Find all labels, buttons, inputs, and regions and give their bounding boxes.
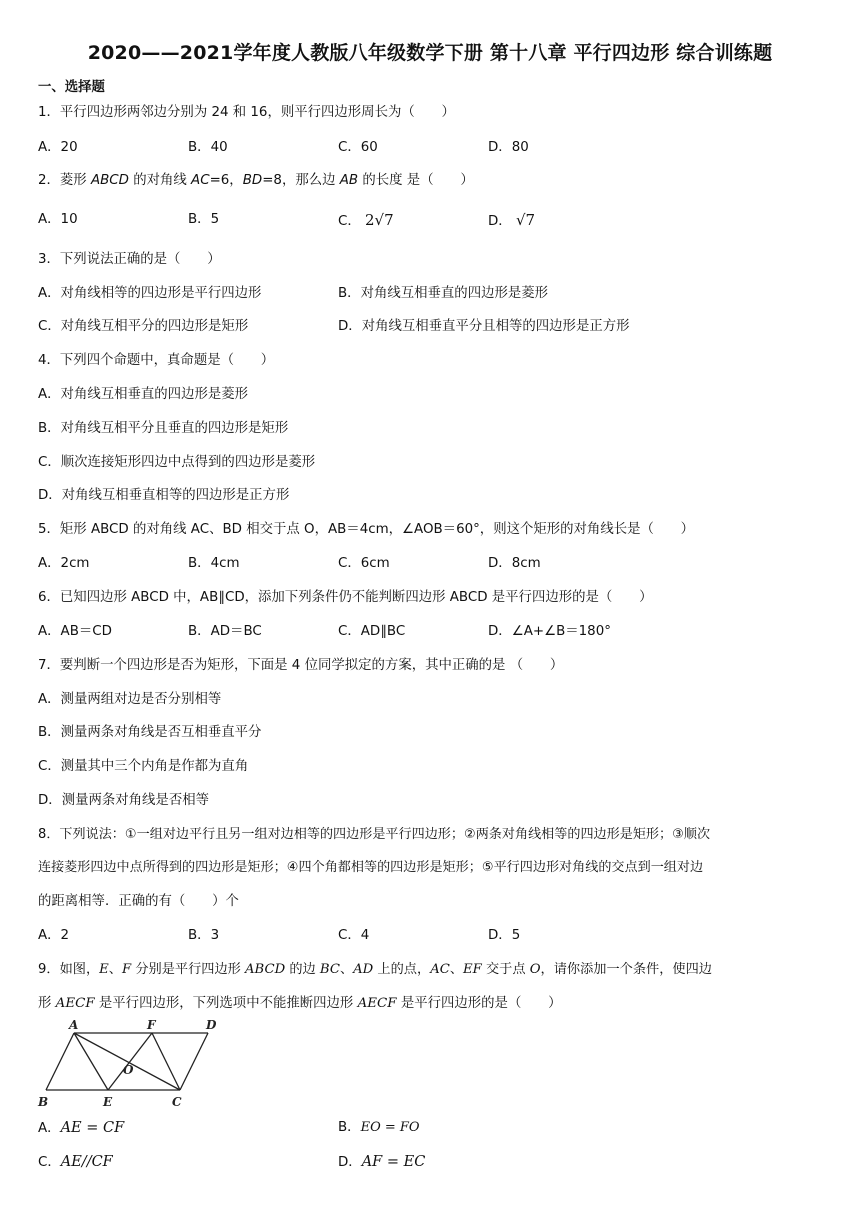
q8-option-b: B．3 xyxy=(188,928,220,943)
question-9-line-1 xyxy=(38,960,712,980)
q2-option-d-expr: √7 xyxy=(515,211,536,229)
question-5-stem: 5．矩形 ABCD 的对角线 AC、BD 相交于点 O，AB＝4cm，∠AOB＝60°，则这个矩形的对角线长是（ ） xyxy=(38,522,695,537)
page-title: 2020——2021学年度人教版八年级数学下册 第十八章 平行四边形 综合训练题 xyxy=(87,42,773,64)
q9-bc: BC xyxy=(319,962,340,977)
label-a: A xyxy=(69,1018,79,1032)
q9-e: E xyxy=(99,962,109,977)
q2-text: 的长度 是（ ） xyxy=(358,173,474,188)
question-2-stem xyxy=(38,171,474,191)
q9-ac: AC xyxy=(430,962,450,977)
q1-option-a: A．20 xyxy=(38,140,78,155)
q2-option-a: A．10 xyxy=(38,212,78,227)
q9-option-a-expr: AE = CF xyxy=(60,1120,125,1136)
label-f: F xyxy=(147,1018,156,1032)
q6-option-b: B．AD＝BC xyxy=(188,624,262,639)
q2-option-c-expr: 2√7 xyxy=(365,211,394,229)
q9-option-b-expr: EO = FO xyxy=(360,1120,420,1135)
q2-bd: BD xyxy=(242,173,263,188)
q3-option-b: B．对角线互相垂直的四边形是菱形 xyxy=(338,286,549,301)
q5-option-a: A．2cm xyxy=(38,556,90,571)
q9-text: 、 xyxy=(339,962,354,977)
q9-option-c-label: C． xyxy=(38,1155,61,1170)
q9-option-c xyxy=(38,1152,113,1173)
q9-text: 上的点， xyxy=(373,962,431,977)
label-o: O xyxy=(123,1063,134,1077)
segment-ac xyxy=(74,1033,180,1090)
q5-option-b: B．4cm xyxy=(188,556,240,571)
q9-option-a-label: A． xyxy=(38,1121,61,1136)
question-8-line-1: 8．下列说法：①一组对边平行且另一组对边相等的四边形是平行四边形；②两条对角线相等的四边形是矩形；③顺次 xyxy=(38,827,711,842)
q9-option-d-label: D． xyxy=(338,1155,362,1170)
q9-option-a xyxy=(38,1118,124,1139)
q9-text: 是平行四边形，下列选项中不能推断四边形 xyxy=(94,996,358,1011)
q1-option-c: C．60 xyxy=(338,140,378,155)
question-1-stem: 1．平行四边形两邻边分别为 24 和 16，则平行四边形周长为（ ） xyxy=(38,105,455,120)
q9-text: 9．如图， xyxy=(38,962,100,977)
label-c: C xyxy=(172,1095,182,1109)
q2-ab: AB xyxy=(339,173,359,188)
q9-f: F xyxy=(121,962,132,977)
q2-ac: AC xyxy=(191,173,210,188)
q9-aecf: AECF xyxy=(357,996,397,1011)
q9-text: 交于点 xyxy=(481,962,530,977)
q3-option-d: D．对角线互相垂直平分且相等的四边形是正方形 xyxy=(338,319,630,334)
segment-fe xyxy=(108,1033,152,1090)
q2-option-c xyxy=(338,210,394,232)
q1-option-d: D．80 xyxy=(488,140,529,155)
q9-abcd: ABCD xyxy=(245,962,286,977)
q4-option-b: B．对角线互相平分且垂直的四边形是矩形 xyxy=(38,421,289,436)
q6-option-d: D．∠A+∠B＝180° xyxy=(488,624,611,639)
q2-option-d xyxy=(488,210,535,232)
q9-option-c-expr: AE//CF xyxy=(60,1154,113,1170)
q9-aecf: AECF xyxy=(55,996,95,1011)
q9-o: O xyxy=(529,962,541,977)
q7-option-a: A．测量两组对边是否分别相等 xyxy=(38,692,222,707)
q9-text: 、 xyxy=(108,962,122,977)
question-3-stem: 3．下列说法正确的是（ ） xyxy=(38,252,221,267)
q9-text: 、 xyxy=(449,962,463,977)
segment-ab xyxy=(46,1033,74,1090)
q9-ef: EF xyxy=(463,962,482,977)
question-4-stem: 4．下列四个命题中，真命题是（ ） xyxy=(38,353,275,368)
q2-text: =6， xyxy=(209,173,243,188)
q9-option-d xyxy=(338,1152,425,1173)
q3-option-a: A．对角线相等的四边形是平行四边形 xyxy=(38,286,262,301)
q6-option-c: C．AD∥BC xyxy=(338,624,406,639)
q3-option-c: C．对角线互相平分的四边形是矩形 xyxy=(38,319,249,334)
question-8-line-3: 的距离相等．正确的有（ ）个 xyxy=(38,894,239,909)
section-heading: 一、选择题 xyxy=(38,80,105,95)
label-b: B xyxy=(38,1095,49,1109)
q9-option-b-label: B． xyxy=(338,1120,361,1135)
q8-option-d: D．5 xyxy=(488,928,521,943)
q4-option-c: C．顺次连接矩形四边中点得到的四边形是菱形 xyxy=(38,455,316,470)
q2-option-d-label: D． xyxy=(488,214,512,229)
parallelogram-figure xyxy=(36,1018,236,1114)
q9-option-d-expr: AF = EC xyxy=(361,1154,426,1170)
q2-text: =8，那么边 xyxy=(262,173,340,188)
question-6-stem: 6．已知四边形 ABCD 中，AB∥CD，添加下列条件仍不能判断四边形 ABCD 是平行四边形的是（ ） xyxy=(38,590,653,605)
q7-option-c: C．测量其中三个内角是作都为直角 xyxy=(38,759,249,774)
q9-text: 的边 xyxy=(285,962,320,977)
q4-option-d: D．对角线互相垂直相等的四边形是正方形 xyxy=(38,488,290,503)
q8-option-c: C．4 xyxy=(338,928,370,943)
q7-option-d: D．测量两条对角线是否相等 xyxy=(38,793,209,808)
q5-option-c: C．6cm xyxy=(338,556,390,571)
q2-option-c-label: C． xyxy=(338,214,361,229)
q4-option-a: A．对角线互相垂直的四边形是菱形 xyxy=(38,387,249,402)
q9-text: ，请你添加一个条件，使四边 xyxy=(540,962,712,977)
q1-option-b: B．40 xyxy=(188,140,228,155)
q9-option-b xyxy=(338,1118,420,1138)
segment-dc xyxy=(180,1033,208,1090)
q2-text: 2．菱形 xyxy=(38,173,91,188)
segment-fc xyxy=(152,1033,180,1090)
q8-option-a: A．2 xyxy=(38,928,70,943)
q5-option-d: D．8cm xyxy=(488,556,541,571)
q9-text: 形 xyxy=(38,996,56,1011)
q2-abcd: ABCD xyxy=(90,173,129,188)
q9-ad: AD xyxy=(353,962,374,977)
question-9-line-2 xyxy=(38,994,562,1014)
label-e: E xyxy=(103,1095,113,1109)
q2-option-b: B．5 xyxy=(188,212,220,227)
q9-text: 分别是平行四边形 xyxy=(131,962,246,977)
q9-text: 是平行四边形的是（ ） xyxy=(396,996,562,1011)
q6-option-a: A．AB＝CD xyxy=(38,624,112,639)
label-d: D xyxy=(206,1018,217,1032)
question-7-stem: 7．要判断一个四边形是否为矩形，下面是 4 位同学拟定的方案，其中正确的是 （ ） xyxy=(38,658,564,673)
question-8-line-2: 连接菱形四边中点所得到的四边形是矩形；④四个角都相等的四边形是矩形；⑤平行四边形对角线的交点到一组对边 xyxy=(38,860,704,875)
q2-text: 的对角线 xyxy=(128,173,192,188)
q7-option-b: B．测量两条对角线是否互相垂直平分 xyxy=(38,725,262,740)
